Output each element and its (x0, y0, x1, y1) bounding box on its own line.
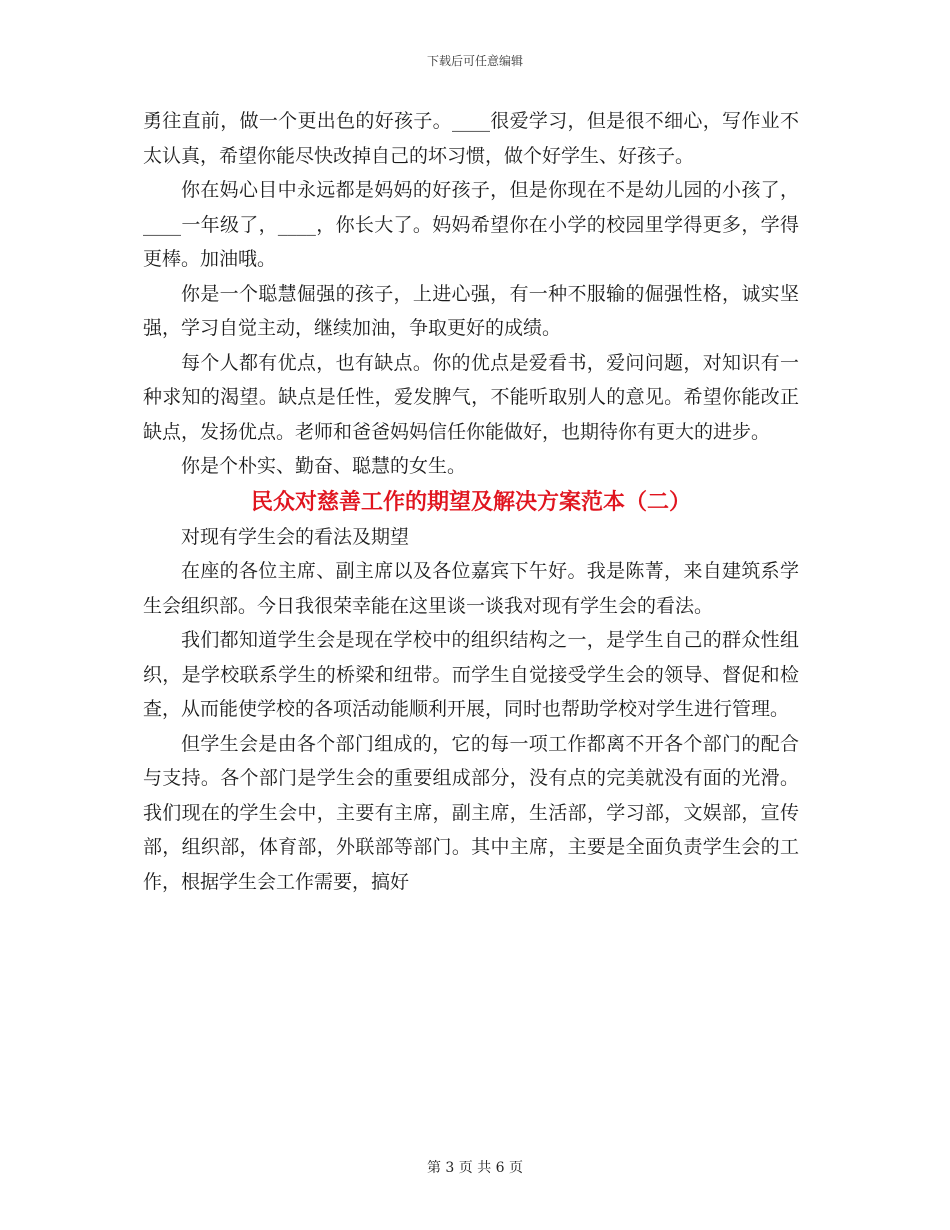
section-title: 民众对慈善工作的期望及解决方案范本（二） (250, 488, 691, 515)
paragraph-8: 但学生会是由各个部门组成的，它的每一项工作都离不开各个部门的配合与支持。各个部门是学生会的重要组成部分，没有点的完美就没有面的光滑。我们现在的学生会中，主要有主席，副主席，生活部，学习部，文娱部，宣传部，组织部，体育部，外联部等部门。其中主席，主要是全面负责学生会的工作，根据学生会工作需要，搞好 (143, 732, 799, 893)
subheading: 对现有学生会的看法及期望 (181, 525, 410, 548)
paragraph-2: 你在妈心目中永远都是妈妈的好孩子，但是你现在不是幼儿园的小孩了，____一年级了，____，你长大了。妈妈希望你在小学的校园里学得更多，学得更棒。加油哦。 (143, 179, 799, 270)
paragraph-5: 你是个朴实、勤奋、聪慧的女生。 (181, 455, 467, 477)
paragraph-7: 我们都知道学生会是现在学校中的组织结构之一，是学生自己的群众性组织，是学校联系学生的桥梁和纽带。而学生自觉接受学生会的领导、督促和检查，从而能使学校的各项活动能顺利开展，同时也帮助学校对学生进行管理。 (143, 629, 799, 720)
document-body (143, 104, 799, 899)
paragraph-6: 在座的各位主席、副主席以及各位嘉宾下午好。我是陈菁，来自建筑系学生会组织部。今日我很荣幸能在这里谈一谈我对现有学生会的看法。 (143, 560, 799, 617)
page-footer: 第 3 页 共 6 页 (426, 1160, 524, 1176)
paragraph-1: 勇往直前，做一个更出色的好孩子。____很爱学习，但是很不细心，写作业不太认真，希望你能尽快改掉自己的坏习惯，做个好学生、好孩子。 (143, 110, 799, 167)
paragraph-4: 每个人都有优点，也有缺点。你的优点是爱看书，爱问问题，对知识有一种求知的渴望。缺点是任性，爱发脾气，不能听取别人的意见。希望你能改正缺点，发扬优点。老师和爸爸妈妈信任你能做好，也期待你有更大的进步。 (143, 351, 799, 443)
page-header: 下载后可任意编辑 (426, 54, 523, 68)
paragraph-3: 你是一个聪慧倔强的孩子，上进心强，有一种不服输的倔强性格，诚实坚强，学习自觉主动，继续加油，争取更好的成绩。 (143, 282, 799, 339)
